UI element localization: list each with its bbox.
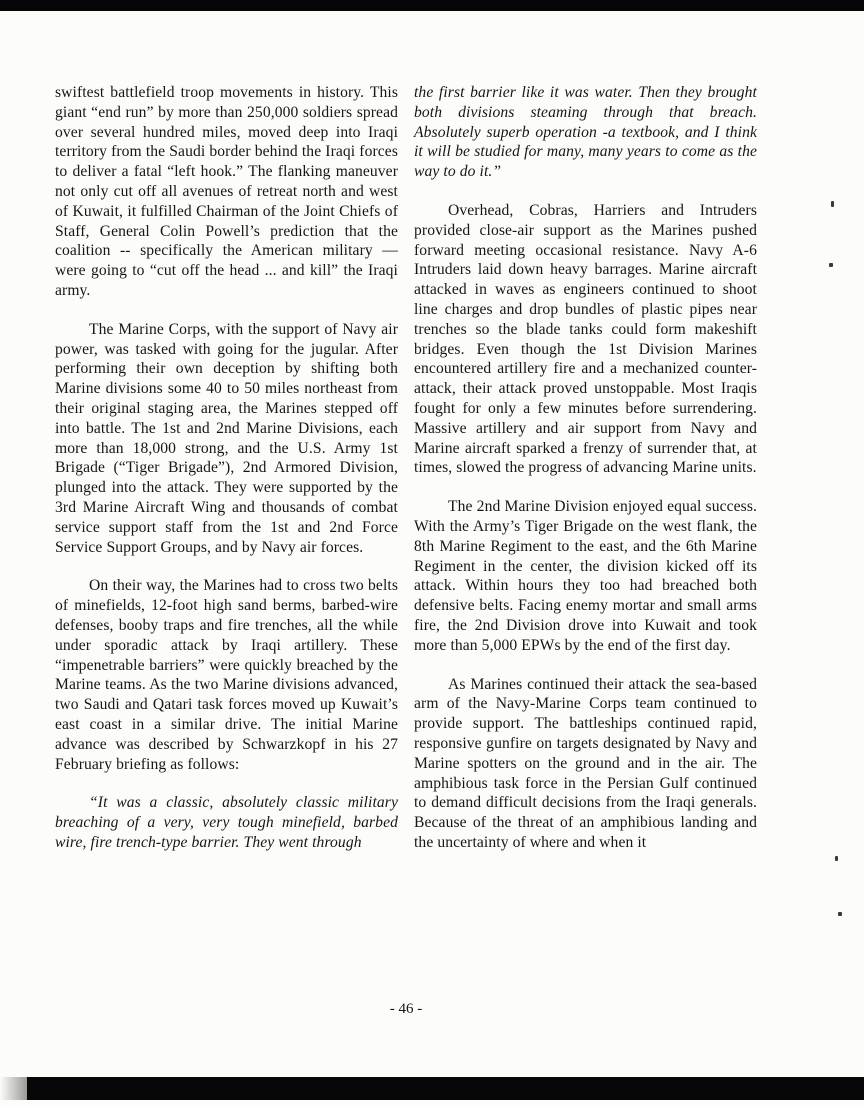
scan-speck bbox=[838, 912, 842, 916]
paragraph: The Marine Corps, with the support of Navy air power, was tasked with going for the jugular. After performing their own deception by shifting both Marine divisions some 40 to 50 miles northeast from their original staging area, the Marines stepped off into battle. The 1st and 2nd Marine Divisions, each more than 18,000 strong, and the U.S. Army 1st Brigade (“Tiger Brigade”), 2nd Armored Division, plunged into the attack. They were supported by the 3rd Marine Aircraft Wing and thousands of combat service support staff from the 1st and 2nd Force Service Support Groups, and by Navy air forces. bbox=[55, 320, 398, 556]
scan-speck bbox=[829, 263, 833, 267]
text-columns bbox=[55, 83, 757, 872]
scan-speck bbox=[835, 856, 838, 861]
scan-artifact-bottom-bar bbox=[27, 1077, 864, 1100]
quote-paragraph: “It was a classic, absolutely classic military breaching of a very, very tough minefield, barbed wire, fire trench-type barrier. They went through bbox=[55, 794, 398, 851]
quote-paragraph: the first barrier like it was water. Then they brought both divisions steaming through that breach. Absolutely superb operation -a textbook, and I think it will be studied for many, many years to come as the way to do it.” bbox=[414, 84, 757, 181]
right-column bbox=[414, 83, 757, 872]
paragraph: swiftest battlefield troop movements in history. This giant “end run” by more than 250,000 soldiers spread over several hundred miles, moved deep into Iraqi territory from the Saudi border behind the Iraqi forces to deliver a fatal “left hook.” The flanking maneuver not only cut off all avenues of retreat north and west of Kuwait, it fulfilled Chairman of the Joint Chiefs of Staff, General Colin Powell’s prediction that the coalition -- specifically the American military — were going to “cut off the head ... and kill” the Iraqi army. bbox=[55, 84, 398, 299]
scan-artifact-top-bar bbox=[0, 0, 864, 11]
left-column bbox=[55, 83, 398, 872]
page-number: - 46 - bbox=[389, 1001, 423, 1017]
paragraph: Overhead, Cobras, Harriers and Intruders provided close-air support as the Marines pushed forward meeting occasional resistance. Navy A-6 Intruders laid down heavy barrages. Marine aircraft attacked in waves as engineers continued to shoot line charges and drop bundles of plastic pipes near trenches so the blade tanks could form makeshift bridges. Even though the 1st Division Marines encountered artillery fire and a mechanized counter-attack, their attack proved unstoppable. Most Iraqis fought for only a few minutes before surrendering. Massive artillery and air support from Navy and Marine aircraft sparked a frenzy of surrender that, at times, slowed the progress of advancing Marine units. bbox=[414, 201, 757, 477]
scan-artifact-bottom-fade bbox=[0, 1077, 27, 1100]
paragraph: As Marines continued their attack the sea-based arm of the Navy-Marine Corps team continued to provide support. The battleships continued rapid, responsive gunfire on targets designated by Navy and Marine spotters on the ground and in the air. The amphibious task force in the Persian Gulf continued to demand difficult decisions from the Iraqi generals. Because of the threat of an amphibious landing and the uncertainty of where and when it bbox=[414, 675, 757, 851]
paragraph: On their way, the Marines had to cross two belts of minefields, 12-foot high sand berms, barbed-wire defenses, booby traps and fire trenches, all the while under sporadic attack by Iraqi artillery. These “impenetrable barriers” were quickly breached by the Marine teams. As the two Marine divisions advanced, two Saudi and Qatari task forces moved up Kuwait’s east coast in a similar drive. The initial Marine advance was described by Schwarzkopf in his 27 February briefing as follows: bbox=[55, 577, 398, 773]
paragraph: The 2nd Marine Division enjoyed equal success. With the Army’s Tiger Brigade on the west flank, the 8th Marine Regiment to the east, and the 6th Marine Regiment in the center, the division kicked off its attack. Within hours they too had breached both defensive belts. Facing enemy mortar and small arms fire, the 2nd Division drove into Kuwait and took more than 5,000 EPWs by the end of the first day. bbox=[414, 498, 757, 654]
scan-speck bbox=[831, 201, 834, 207]
